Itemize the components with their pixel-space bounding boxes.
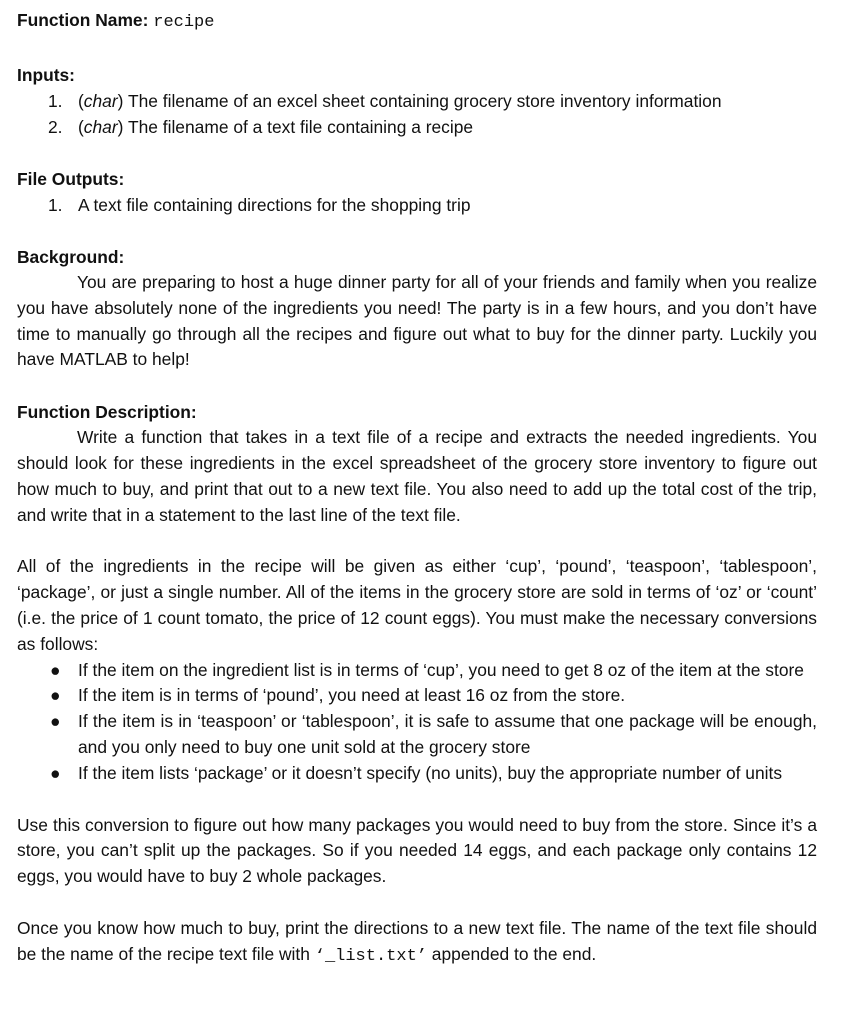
list-item xyxy=(17,683,817,709)
spacer xyxy=(17,373,817,399)
description-paragraph-3: Use this conversion to figure out how many packages you would need to buy from the store. Since it’s a store, you can’t split up the packages. So if you needed 14 eggs, and each package only contains 12 eggs, you would have to buy 2 whole packages. xyxy=(17,814,817,887)
list-number: 1. xyxy=(48,195,63,215)
function-name-line xyxy=(17,7,817,36)
rule-text: If the item is in ‘teaspoon’ or ‘tablespoon’, it is safe to assume that one package will be enough, and you only need to buy one unit sold at the grocery store xyxy=(78,711,817,757)
spacer xyxy=(17,218,817,244)
input-type: char xyxy=(83,117,118,137)
list-item: 2. (char) The filename of a text file containing a recipe xyxy=(48,114,817,140)
bullet-icon: ● xyxy=(50,685,61,706)
paragraph-4-text: Once you know how much to buy, print the directions to a new text file. The name of the text file should be the name of the recipe text file with xyxy=(17,917,817,964)
list-item: 1. (char) The filename of an excel sheet containing grocery store inventory information xyxy=(48,88,817,114)
conversion-rules-list xyxy=(17,658,817,787)
bullet-icon: ● xyxy=(50,762,61,783)
inputs-list xyxy=(17,88,817,140)
rule-text: If the item is in terms of ‘pound’, you need at least 16 oz from the store. xyxy=(78,685,626,706)
background-paragraph: You are preparing to host a huge dinner party for all of your friends and family when you realize you have absolutely none of the ingredients you need! The party is in a few hours, and you don’t have time to manually go through all the recipes and figure out what to buy for the dinner party. Luckily you have MATLAB to help! xyxy=(17,272,817,370)
paragraph-4-end: appended to the end. xyxy=(426,943,597,964)
list-item xyxy=(17,658,817,684)
list-item xyxy=(17,709,817,761)
output-description: A text file containing directions for the shopping trip xyxy=(78,195,471,215)
list-item xyxy=(17,761,817,787)
input-type: char xyxy=(83,91,118,111)
spacer xyxy=(17,36,817,62)
document-page xyxy=(17,7,817,970)
background-heading: Background: xyxy=(17,247,125,267)
input-description: The filename of an excel sheet containing grocery store inventory information xyxy=(123,91,722,111)
bullet-icon: ● xyxy=(50,711,61,732)
inputs-heading: Inputs: xyxy=(17,65,75,85)
description-paragraph-2: All of the ingredients in the recipe will be given as either ‘cup’, ‘pound’, ‘teaspoon’, ‘tablespoon’, ‘package’, or just a single number. All of the items in the grocery store are sold in terms of ‘oz’ or ‘count’ (i.e. the price of 1 count tomato, the price of 12 count eggs). You must make the necessary conversions as follows: xyxy=(17,556,817,654)
input-description: The filename of a text file containing a recipe xyxy=(123,117,474,137)
output-suffix-code: ‘_list.txt’ xyxy=(314,946,427,966)
spacer xyxy=(17,528,817,554)
list-item xyxy=(48,192,817,218)
description-paragraph-4 xyxy=(17,916,817,970)
function-description-heading: Function Description: xyxy=(17,402,197,423)
function-name-label: Function Name: xyxy=(17,10,149,30)
file-outputs-heading: File Outputs: xyxy=(17,169,125,189)
description-paragraph-1: Write a function that takes in a text file of a recipe and extracts the needed ingredients. You should look for these ingredients in the excel spreadsheet of the grocery store inventory to figure out how much to buy, and print that out to a new text file. You also need to add up the total cost of the trip, and write that in a statement to the last line of the text file. xyxy=(17,427,817,525)
rule-text: If the item lists ‘package’ or it doesn’t specify (no units), buy the appropriate number of units xyxy=(78,762,783,783)
spacer xyxy=(17,140,817,166)
list-number: 2. xyxy=(48,117,63,137)
list-number: 1. xyxy=(48,91,63,111)
file-outputs-list xyxy=(17,192,817,218)
rule-text: If the item on the ingredient list is in terms of ‘cup’, you need to get 8 oz of the item at the store xyxy=(78,659,804,680)
spacer xyxy=(17,787,817,813)
spacer xyxy=(17,890,817,916)
bullet-icon: ● xyxy=(50,659,61,680)
function-name-value: recipe xyxy=(153,13,215,32)
